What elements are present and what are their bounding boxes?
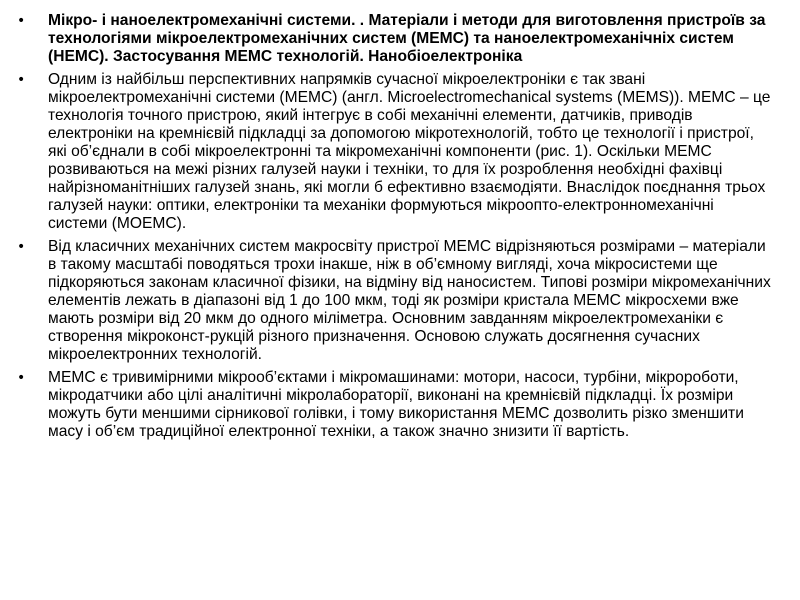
bullet-list xyxy=(14,12,776,446)
title-text: Мікро- і наноелектромеханічні системи. . Матеріали і методи для виготовлення пристроїв за технологіями мікроелектромеханічних систем (МЕМС) та наноелектромеханічніх систем (НЕМС). Застосування МЕМС технологій. Нанобіоелектроніка xyxy=(48,12,766,65)
paragraph-text: Одним із найбільш перспективних напрямків сучасної мікроелектроніки є так звані мікроелектромеханічні системи (МЕМС) (англ. Microelectromechanical systems (MEMS)). МЕМС – це технологія точного пристрою, який інтегрує в собі механічні елементи, датчиків, приводів електроніки на кремнієвій підкладці за допомогою мікротехнологій, тобто це технології і пристрої, які об’єднали в собі мікроелектронні та мікромеханічні компоненти (рис. 1). Оскільки МЕМС розвиваються на межі різних галузей науки і техніки, то для їх розроблення необхідні фахівці найрізноманітніших галузей знань, які могли б ефективно взаємодіяти. Внаслідок поєднання трьох галузей науки: оптики, електроніки та механіки формуються мікроопто-електронномеханічні системи (МОЕМС). xyxy=(48,71,771,232)
bullet-item-mems-intro xyxy=(14,71,776,233)
paragraph-text: МЕМС є тривимірними мікрооб’єктами і мікромашинами: мотори, насоси, турбіни, мікророботи, мікродатчики або цілі аналітичні мікролабораторії, виконані на кремнієвій підкладці. Їх розміри можуть бути меншими сірникової голівки, і тому використання МЕМС дозволить різко зменшити масу і об’єм традиційної електронної техніки, а також значно знизити її вартість. xyxy=(48,369,744,440)
bullet-item-mems-applications xyxy=(14,369,776,441)
bullet-icon: • xyxy=(17,13,26,29)
bullet-icon: • xyxy=(17,370,26,386)
bullet-icon: • xyxy=(17,239,26,255)
bullet-item-mems-dimensions xyxy=(14,238,776,364)
paragraph-text: Від класичних механічних систем макросвіту пристрої МЕМС відрізняються розмірами – матеріали в такому масштабі поводяться трохи інакше, ніж в об’ємному вигляді, хоча мікросистеми ще підкоряються законам класичної фізики, на відміну від наносистем. Типові розміри мікромеханічних елементів лежать в діапазоні від 1 до 100 мкм, тоді як розміри кристала МЕМС мікросхеми вже мають розміри від 20 мкм до одного міліметра. Основним завданням мікроелектромеханіки є створення мікроконст-рукцій різного призначення. Основою служать досягнення сучасних мікроелектронних технологій. xyxy=(48,238,771,363)
bullet-icon: • xyxy=(17,72,26,88)
bullet-item-title xyxy=(14,12,776,66)
